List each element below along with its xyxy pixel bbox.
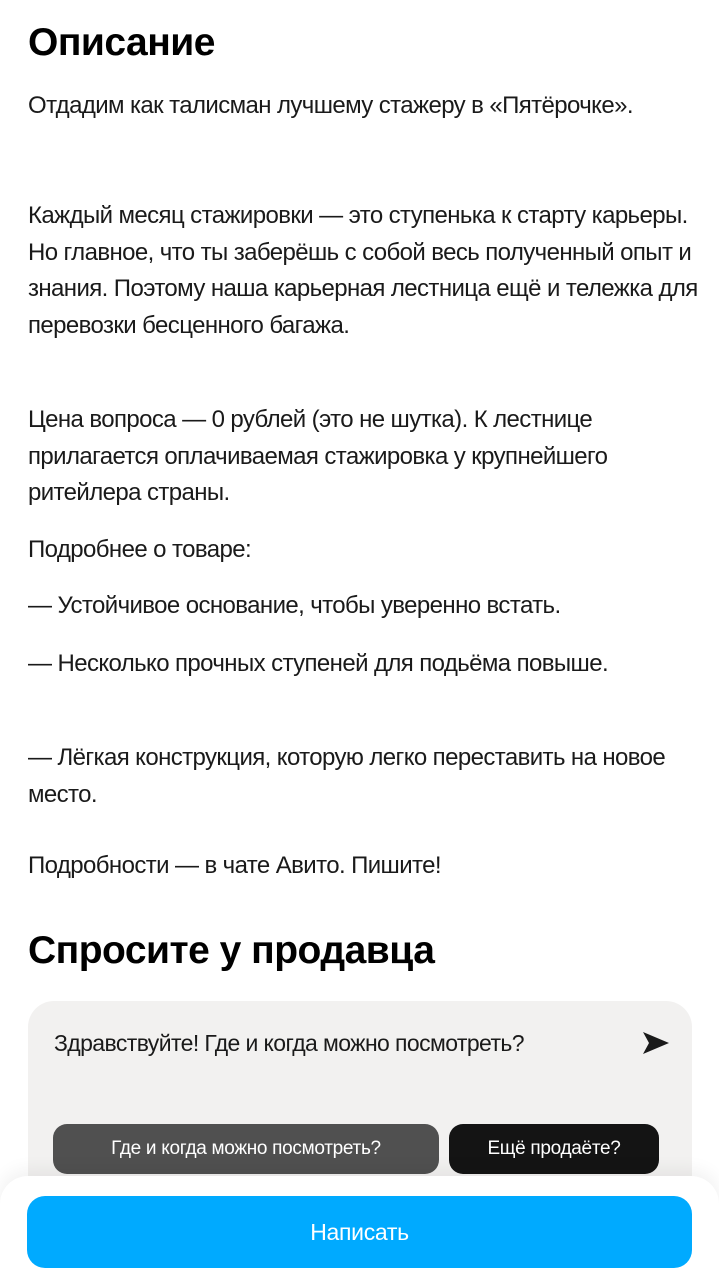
- description-paragraph: Отдадим как талисман лучшему стажеру в «Пятёрочке».: [28, 92, 633, 119]
- description-paragraph: Каждый месяц стажировки — это ступенька к старту карьеры. Но главное, что ты заберёшь с собой весь полученный опыт и знания. Поэтому наша карьерная лестница ещё и тележка для перевозки бесценного багажа.: [28, 202, 698, 339]
- description-paragraph: — Несколько прочных ступеней для подьёма повыше.: [28, 650, 609, 677]
- quick-reply-chip-still-selling[interactable]: Ещё продаёте?: [449, 1124, 659, 1174]
- description-paragraph: — Устойчивое основание, чтобы уверенно встать.: [28, 592, 561, 619]
- description-paragraph: Цена вопроса — 0 рублей (это не шутка). К лестнице прилагается оплачиваемая стажировка у крупнейшего ритейлера страны.: [28, 406, 608, 506]
- write-button[interactable]: Написать: [27, 1196, 692, 1268]
- quick-reply-chip-when-where[interactable]: Где и когда можно посмотреть?: [53, 1124, 439, 1174]
- bottom-action-bar: [0, 1176, 719, 1280]
- ask-message-input[interactable]: Здравствуйте! Где и когда можно посмотреть?: [54, 1030, 524, 1056]
- description-paragraph: Подробности — в чате Авито. Пишите!: [28, 852, 441, 879]
- send-arrow-icon[interactable]: [640, 1027, 672, 1059]
- description-paragraph: Подробнее о товаре:: [28, 536, 252, 563]
- description-title: Описание: [28, 21, 215, 64]
- ask-seller-title: Спросите у продавца: [28, 929, 435, 972]
- description-paragraph: — Лёгкая конструкция, которую легко переставить на новое место.: [28, 744, 666, 808]
